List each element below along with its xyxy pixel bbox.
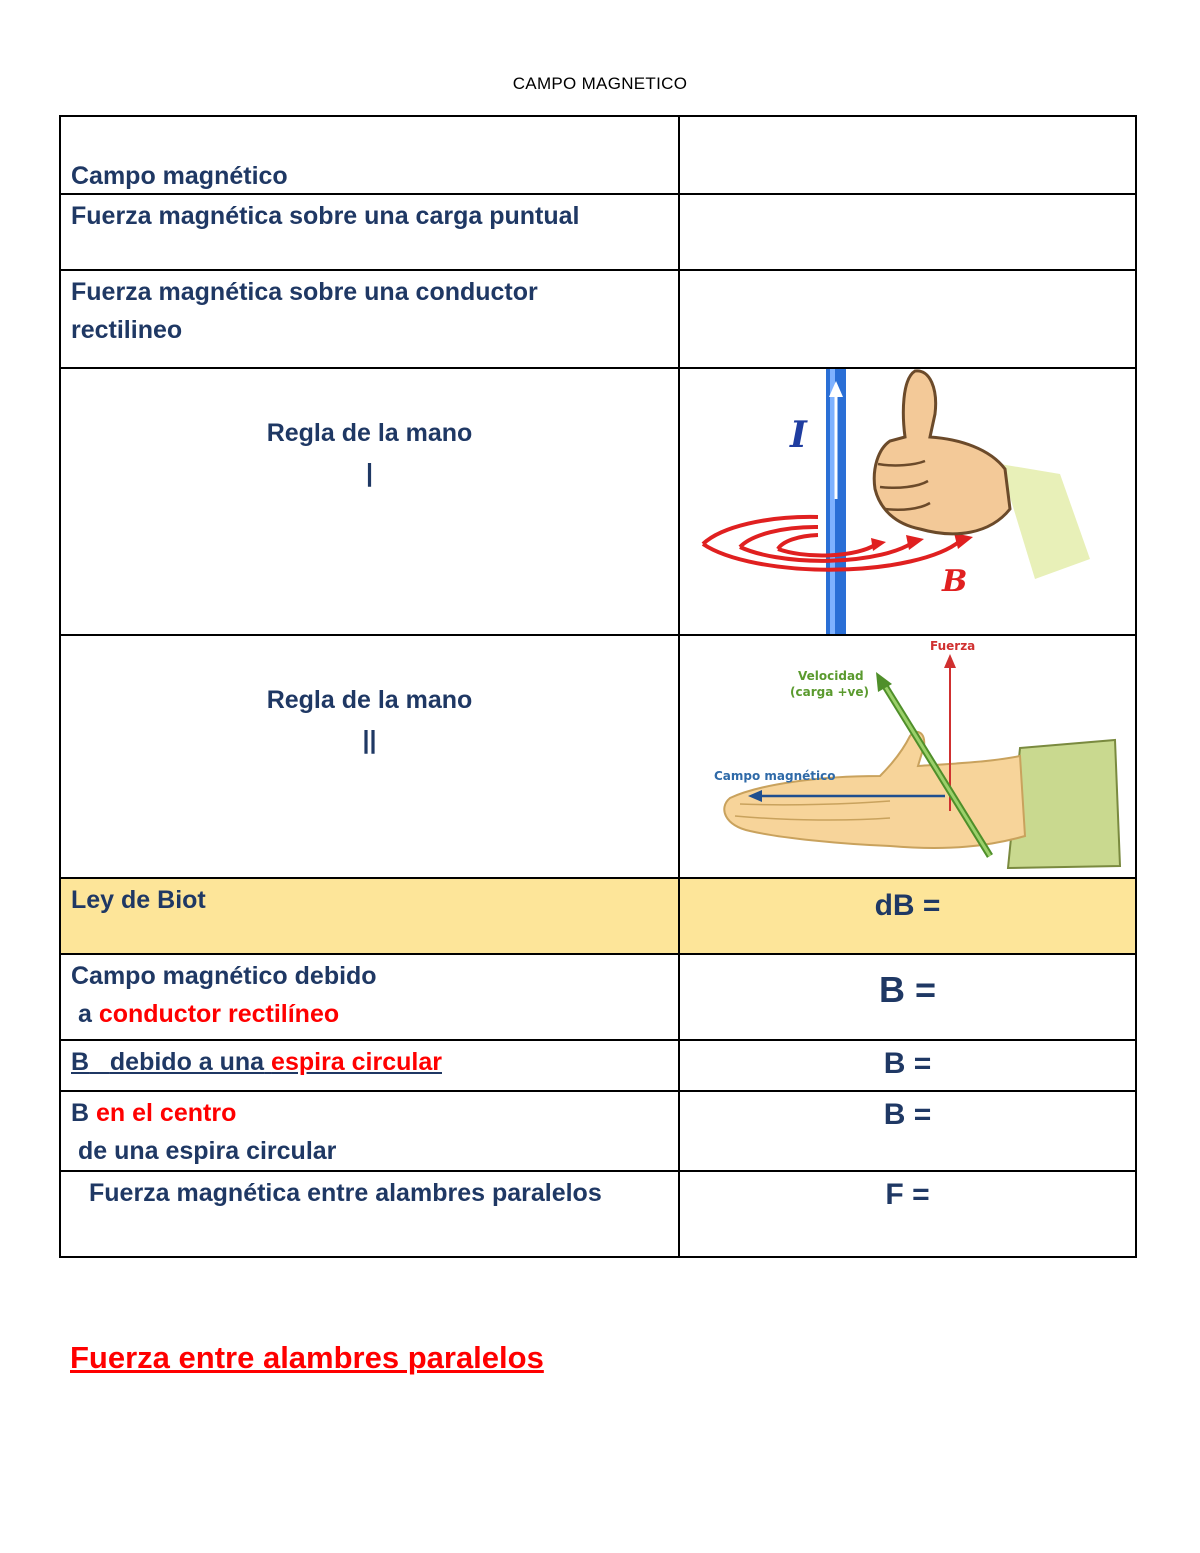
cell-ley-biot: Ley de Biot [60, 878, 679, 954]
sleeve [1008, 740, 1120, 868]
cell-ley-biot-formula: dB = [679, 878, 1136, 954]
cell-conductor-rectilineo-formula: B = [679, 954, 1136, 1040]
table-row [60, 116, 1136, 194]
table-row [60, 878, 1136, 954]
right-hand-rule-svg [690, 369, 1136, 634]
cell-alambres-paralelos-formula: F = [679, 1171, 1136, 1257]
cell-centro-espira-formula: B = [679, 1091, 1136, 1171]
sleeve [1000, 464, 1090, 579]
table-row [60, 194, 1136, 270]
field-label: B [942, 564, 968, 599]
left-hand-rule-svg [690, 636, 1136, 877]
magnetic-field-label: Campo magnético [714, 769, 836, 783]
svg-text:(carga +ve): (carga +ve) [790, 685, 869, 699]
cell-conductor-rectilineo: Campo magnético debido a conductor rectilíneo [60, 954, 679, 1040]
table-row [60, 954, 1136, 1040]
cell-alambres-paralelos: Fuerza magnética entre alambres paralelos [60, 1171, 679, 1257]
left-hand-rule-figure [679, 635, 1136, 878]
table-row [60, 1171, 1136, 1257]
table-row [60, 368, 1136, 635]
page-title: CAMPO MAGNETICO [512, 74, 688, 93]
table-row [60, 270, 1136, 368]
velocity-label: Velocidad [798, 669, 864, 683]
cell-campo-answer [679, 116, 1136, 194]
magnetic-field-table [59, 115, 1137, 1258]
force-label: Fuerza [930, 639, 976, 653]
cell-espira-circular: B debido a una espira circular [60, 1040, 679, 1091]
cell-regla-2: Regla de la mano || [60, 635, 679, 878]
open-hand [724, 732, 1025, 848]
cell-campo: Campo magnético [60, 116, 679, 194]
cell-fuerza-carga: Fuerza magnética sobre una carga puntual [60, 194, 679, 270]
table-row [60, 1091, 1136, 1171]
cell-fuerza-conductor: Fuerza magnética sobre una conductor rectilineo [60, 270, 679, 368]
field-arrow [954, 533, 973, 549]
table-row [60, 635, 1136, 878]
cell-centro-espira: B en el centro de una espira circular [60, 1091, 679, 1171]
right-hand-rule-figure [679, 368, 1136, 635]
table-row [60, 1040, 1136, 1091]
cell-espira-circular-formula: B = [679, 1040, 1136, 1091]
cell-fuerza-conductor-answer [679, 270, 1136, 368]
current-label: I [790, 414, 807, 456]
cell-fuerza-carga-answer [679, 194, 1136, 270]
cell-regla-1: Regla de la mano | [60, 368, 679, 635]
section-heading: Fuerza entre alambres paralelos [70, 1340, 544, 1375]
